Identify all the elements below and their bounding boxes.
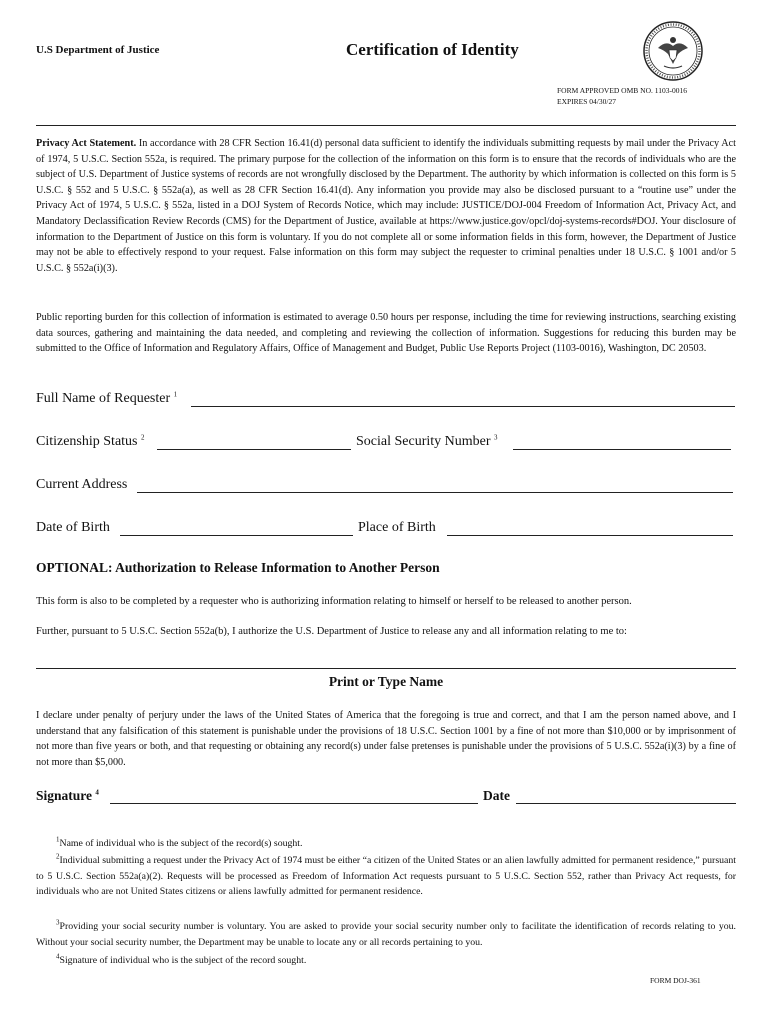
optional-line1: This form is also to be completed by a requester who is authorizing information relating to himself or herself to be released to another person. (36, 596, 632, 607)
address-label: Current Address (36, 477, 128, 492)
signature-field[interactable] (110, 803, 478, 804)
privacy-act-statement (36, 136, 736, 276)
page-title: Certification of Identity (346, 40, 519, 59)
signature-label: Signature $^4$ (36, 788, 99, 803)
print-name-field[interactable] (36, 668, 736, 669)
footnote-4: $^4$Signature of individual who is the subject of the record sought. (56, 952, 307, 966)
full-name-field[interactable] (191, 406, 735, 407)
optional-heading: OPTIONAL: Authorization to Release Information to Another Person (36, 560, 440, 575)
doj-seal-icon (642, 20, 704, 82)
footnote-2: $^2$Individual submitting a request under the Privacy Act of 1974 must be either “a citizen of the United States or an alien lawfully admitted for permanent residence,” pursuant to 5 U.S.C. Section 552a(a)(2). Requests will be processed as Freedom of Information Act requests pursuant to 5 U.S.C. Section 552, rather than Privacy Act requests, for individuals who are not United States citizens or aliens lawfully admitted for permanent residence. (36, 852, 736, 898)
omb-number: FORM APPROVED OMB NO. 1103-0016 (557, 86, 687, 95)
ssn-label: Social Security Number $^3$ (356, 433, 498, 449)
citizenship-field[interactable] (157, 449, 351, 450)
omb-approval (557, 85, 687, 107)
optional-line2: Further, pursuant to 5 U.S.C. Section 552a(b), I authorize the U.S. Department of Justice to release any and all information relating to me to: (36, 626, 627, 637)
burden-statement: Public reporting burden for this collection of information is estimated to average 0.50 hours per response, including the time for reviewing instructions, searching existing data sources, gathering and maintaining the data needed, and completing and reviewing the collection of information. Suggestions for reducing this burden may be submitted to the Office of Information and Regulatory Affairs, Office of Management and Budget, Public Use Reports Project (1103-0016), Washington, DC 20503. (36, 312, 736, 355)
full-name-label: Full Name of Requester $^1$ (36, 390, 178, 406)
agency-name: U.S Department of Justice (36, 44, 160, 56)
omb-expiry: EXPIRES 04/30/27 (557, 97, 616, 106)
ssn-field[interactable] (513, 449, 731, 450)
citizenship-label: Citizenship Status $^2$ (36, 433, 145, 449)
header-divider (36, 125, 736, 126)
pob-label: Place of Birth (358, 520, 436, 535)
privacy-heading: Privacy Act Statement. (36, 138, 137, 149)
date-label: Date (483, 788, 510, 803)
footnote-3: $^3$Providing your social security number is voluntary. You are asked to provide your social security number only to facilitate the identification of records relating to you. Without your social security number, the Department may be unable to locate any or all records pertaining to you. (36, 918, 736, 948)
pob-field[interactable] (447, 535, 733, 536)
dob-label: Date of Birth (36, 520, 110, 535)
address-field[interactable] (137, 492, 733, 493)
footnote-1: $^1$Name of individual who is the subject of the record(s) sought. (56, 835, 303, 849)
privacy-text: In accordance with 28 CFR Section 16.41(d) personal data sufficient to identify the individuals submitting requests by mail under the Privacy Act of 1974, 5 U.S.C. Section 552a, is required. The primary purpose for the collection of the information on this form is to ensure that the records of individuals who are the subject of U.S. Department of Justice systems of records are not wrongfully disclosed by the Department. The authority by which information is collected on this form is 5 U.S.C. § 552 and 5 U.S.C. § 552a(a), as well as 28 CFR Section 16.41(d). Any information you provide may also be disclosed pursuant to a “routine use” under the Privacy Act of 1974, 5 U.S.C. § 552a, listed in a DOJ System of Records Notice, which may include: JUSTICE/DOJ-004 Freedom of Information Act, Privacy Act, and Mandatory Declassification Review Records (CMS) for the Department of Justice, available at https://www.justice.gov/opcl/doj-systems-records#DOJ. Your disclosure of information to the Department of Justice on this form is voluntary. If you do not complete all or some information fields in this form, however, the Department of Justice may not be able to effectively respond to your request. False information on this form may subject the requester to criminal penalties under 18 U.S.C. § 1001 and/or 5 U.S.C. § 552a(i)(3). (36, 138, 736, 274)
form-number: FORM DOJ-361 (650, 976, 701, 985)
print-name-label: Print or Type Name (328, 674, 444, 689)
date-field[interactable] (516, 803, 736, 804)
perjury-declaration: I declare under penalty of perjury under the laws of the United States of America that the foregoing is true and correct, and that I am the person named above, and I understand that any falsification of this statement is punishable under the provisions of 18 U.S.C. Section 1001 by a fine of not more than $10,000 or by imprisonment of not more than five years or both, and that requesting or obtaining any record(s) under false pretenses is punishable under the provisions of 5 U.S.C. 552a(i)(3) by a fine of not more than $5,000. (36, 710, 736, 768)
dob-field[interactable] (120, 535, 353, 536)
